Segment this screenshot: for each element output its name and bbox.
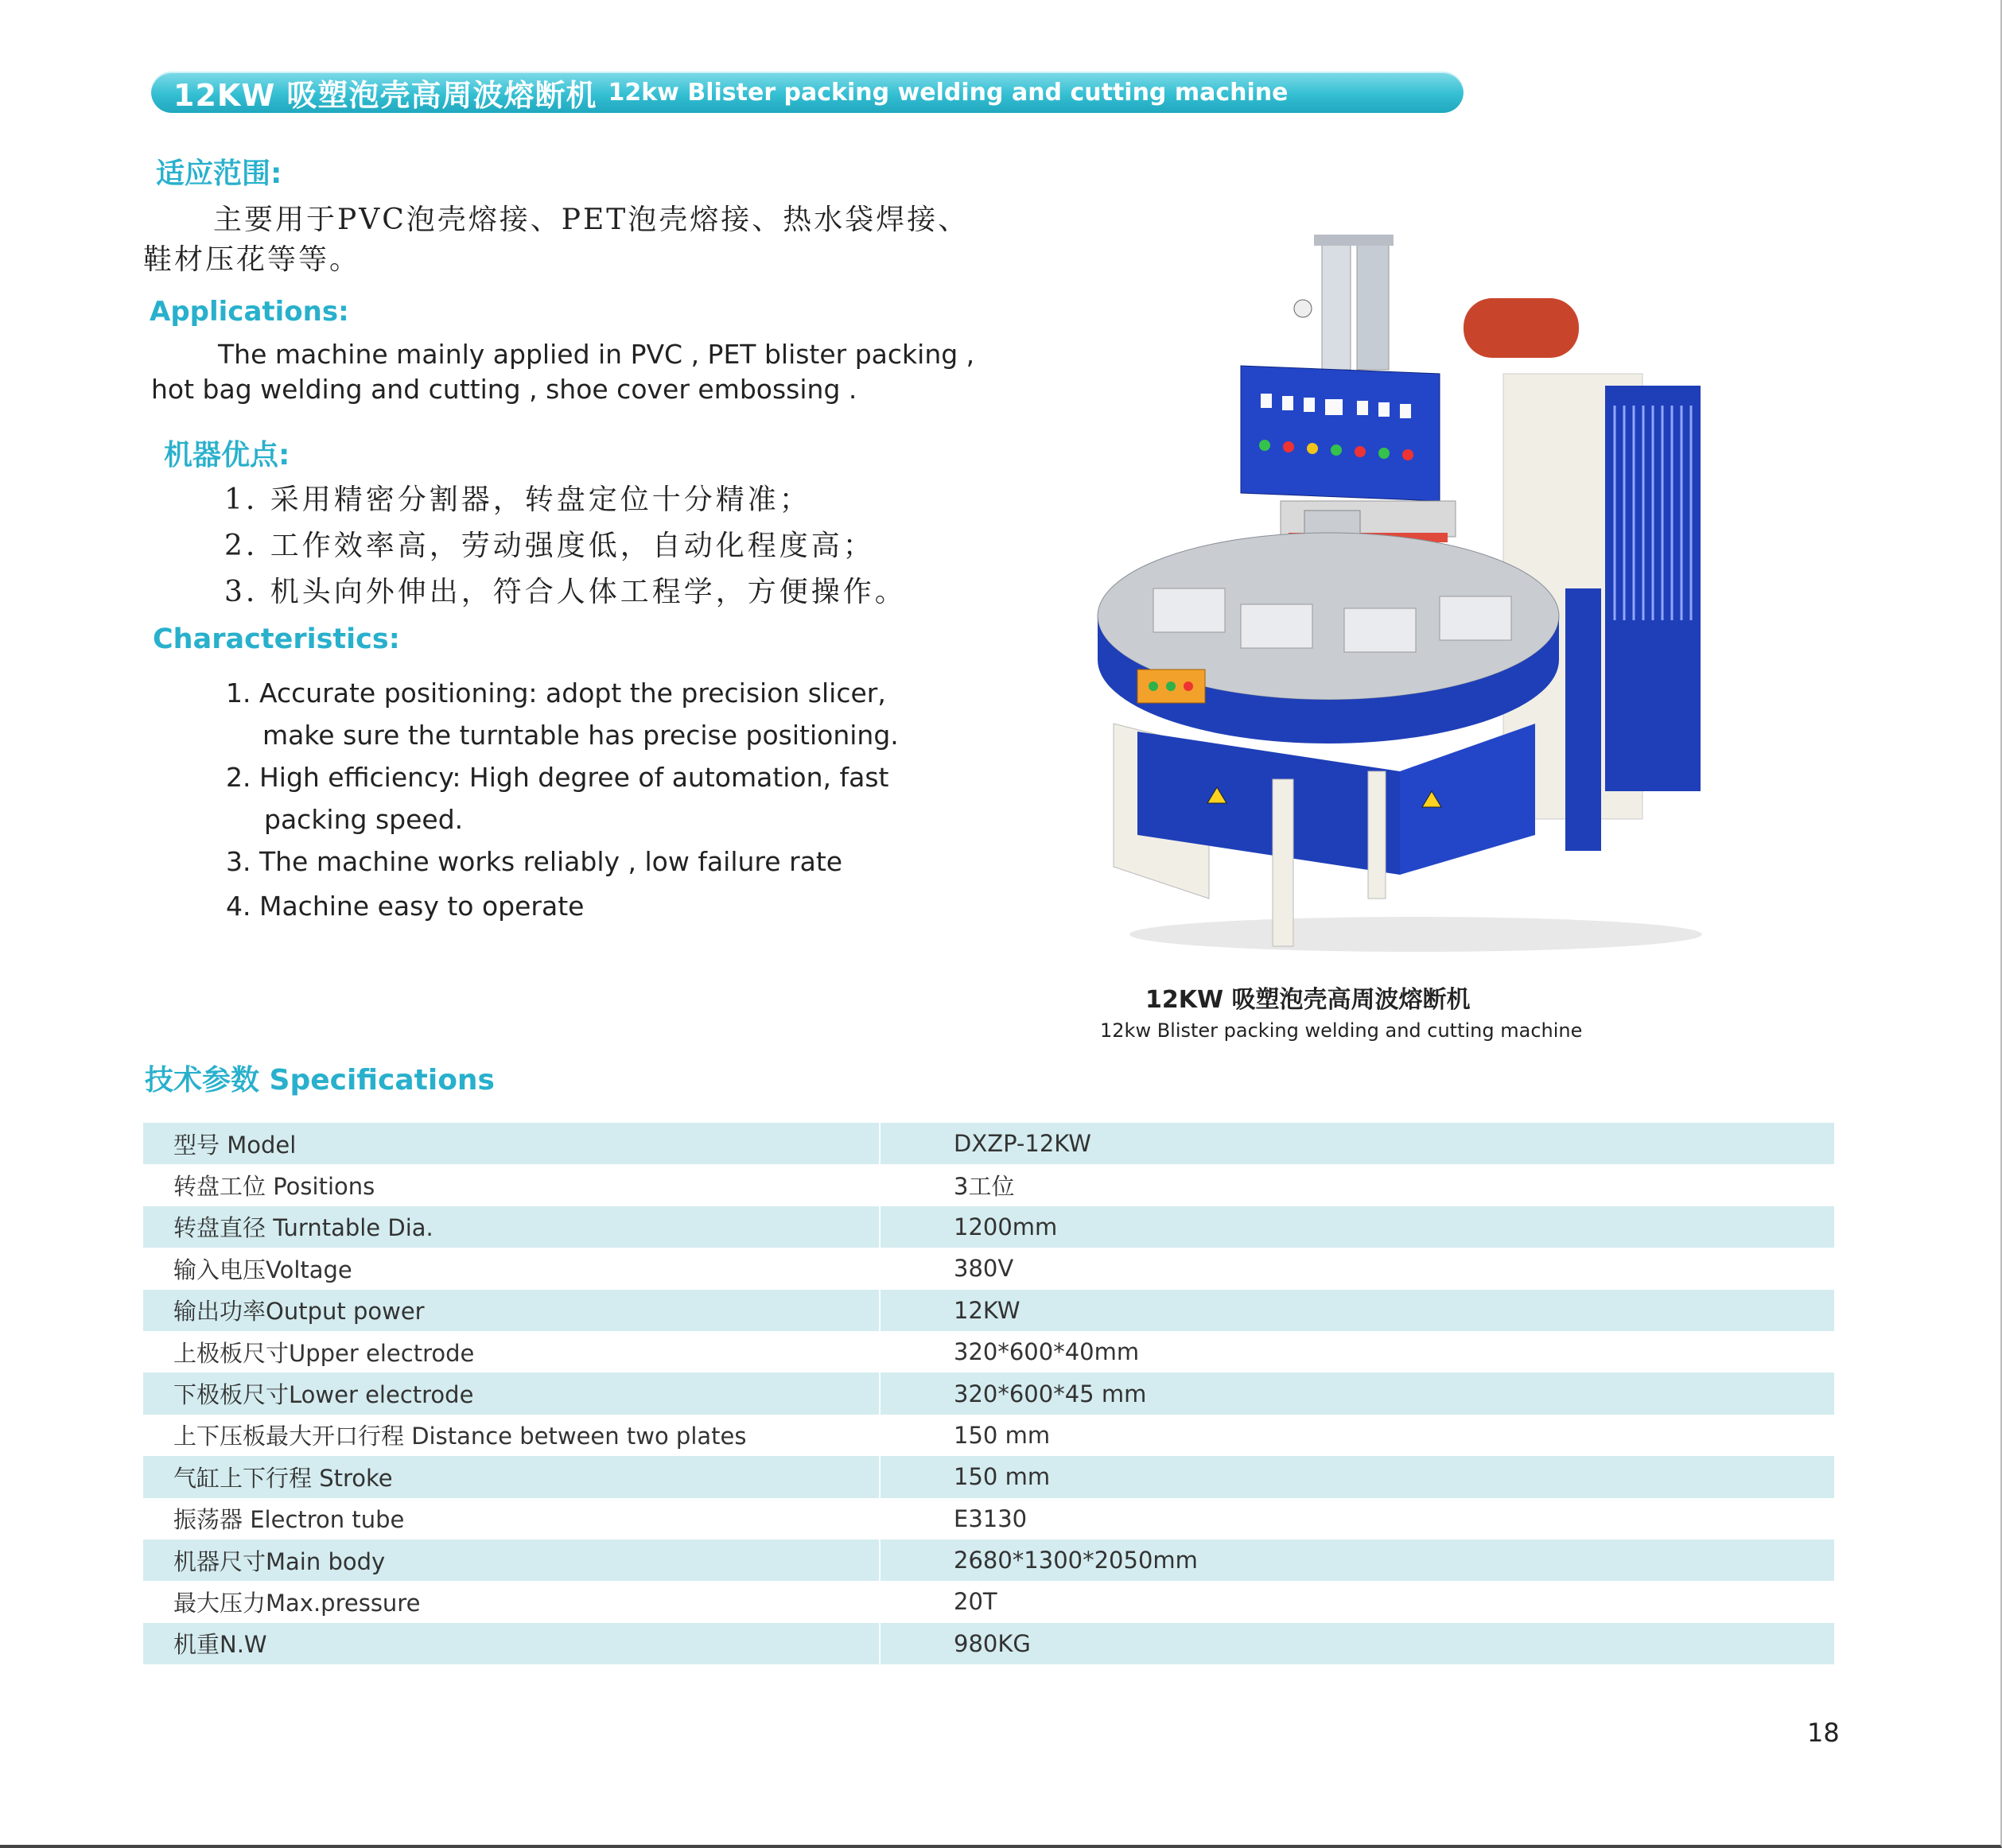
specifications-table	[143, 1123, 1834, 1664]
spec-value: 2680*1300*2050mm	[954, 1547, 1198, 1574]
applications-line-2: hot bag welding and cutting , shoe cover embossing .	[151, 374, 857, 405]
spec-value: 380V	[954, 1255, 1014, 1283]
applications-heading: Applications:	[150, 296, 349, 328]
photo-caption-en: 12kw Blister packing welding and cutting machine	[1100, 1019, 1583, 1042]
spec-label: 输入电压Voltage	[143, 1248, 880, 1289]
characteristics-line-2: make sure the turntable has precise positioning.	[262, 720, 899, 751]
spec-label: 最大压力Max.pressure	[143, 1581, 880, 1622]
title-cn: 12KW 吸塑泡壳高周波熔断机	[173, 77, 597, 113]
spec-value: 320*600*40mm	[954, 1338, 1140, 1366]
characteristics-line-4: packing speed.	[264, 804, 464, 835]
spec-row-main-body	[143, 1539, 1834, 1581]
spec-label: 转盘直径 Turntable Dia.	[143, 1206, 880, 1248]
scope-line-2: 鞋材压花等等。	[143, 243, 361, 276]
advantage-item-2: 2. 工作效率高，劳动强度低，自动化程度高；	[224, 530, 875, 562]
scope-heading: 适应范围:	[156, 157, 282, 190]
spec-row-stroke	[143, 1456, 1834, 1497]
spec-value: 980KG	[954, 1629, 1031, 1657]
characteristics-line-1: 1. Accurate positioning: adopt the precision slicer,	[226, 677, 886, 709]
page-number: 18	[1807, 1718, 1840, 1748]
specifications-heading: 技术参数 Specifications	[145, 1064, 495, 1097]
characteristics-line-5: 3. The machine works reliably , low failure rate	[226, 846, 843, 877]
advantage-item-1: 1. 采用精密分割器，转盘定位十分精准；	[224, 483, 811, 516]
spec-row-turntable-dia	[143, 1206, 1834, 1248]
spec-row-model	[143, 1123, 1834, 1164]
title-en: 12kw Blister packing welding and cutting machine	[608, 78, 1289, 107]
title-banner	[151, 72, 1464, 113]
characteristics-heading: Characteristics:	[153, 623, 400, 655]
characteristics-line-6: 4. Machine easy to operate	[226, 891, 585, 922]
spec-row-lower-electrode	[143, 1372, 1834, 1414]
spec-row-output-power	[143, 1290, 1834, 1331]
machine-photo	[1090, 215, 1742, 970]
scope-line-1: 主要用于PVC泡壳熔接、PET泡壳熔接、热水袋焊接、	[213, 204, 970, 236]
spec-row-positions	[143, 1164, 1834, 1205]
spec-value: 150 mm	[954, 1463, 1051, 1491]
spec-value: 20T	[954, 1588, 997, 1616]
advantage-item-3: 3. 机头向外伸出，符合人体工程学，方便操作。	[224, 576, 907, 608]
applications-line-1: The machine mainly applied in PVC , PET blister packing ,	[218, 339, 975, 370]
spec-label: 输出功率Output power	[143, 1290, 880, 1331]
spec-value: 1200mm	[954, 1213, 1058, 1240]
spec-value: DXZP-12KW	[954, 1130, 1091, 1158]
spec-label: 气缸上下行程 Stroke	[143, 1456, 880, 1497]
spec-value: E3130	[954, 1504, 1028, 1532]
spec-value: 150 mm	[954, 1421, 1051, 1449]
characteristics-line-3: 2. High efficiency: High degree of automation, fast	[226, 762, 889, 793]
spec-label: 振荡器 Electron tube	[143, 1498, 880, 1539]
spec-row-upper-electrode	[143, 1331, 1834, 1372]
advantages-heading: 机器优点:	[164, 439, 290, 472]
spec-value: 320*600*45 mm	[954, 1380, 1147, 1407]
spec-row-plate-distance	[143, 1415, 1834, 1456]
spec-label: 转盘工位 Positions	[143, 1164, 880, 1205]
spec-value: 3工位	[954, 1173, 1015, 1201]
photo-caption-cn: 12KW 吸塑泡壳高周波熔断机	[1145, 986, 1471, 1014]
spec-value: 12KW	[954, 1296, 1020, 1324]
spec-row-net-weight	[143, 1623, 1834, 1664]
spec-label: 下极板尺寸Lower electrode	[143, 1372, 880, 1414]
spec-label: 上极板尺寸Upper electrode	[143, 1331, 880, 1372]
spec-label: 型号 Model	[143, 1123, 880, 1164]
spec-label: 机重N.W	[143, 1623, 880, 1664]
spec-row-voltage	[143, 1248, 1834, 1289]
spec-label: 机器尺寸Main body	[143, 1539, 880, 1581]
spec-label: 上下压板最大开口行程 Distance between two plates	[143, 1415, 880, 1456]
spec-row-max-pressure	[143, 1581, 1834, 1622]
spec-row-electron-tube	[143, 1498, 1834, 1539]
